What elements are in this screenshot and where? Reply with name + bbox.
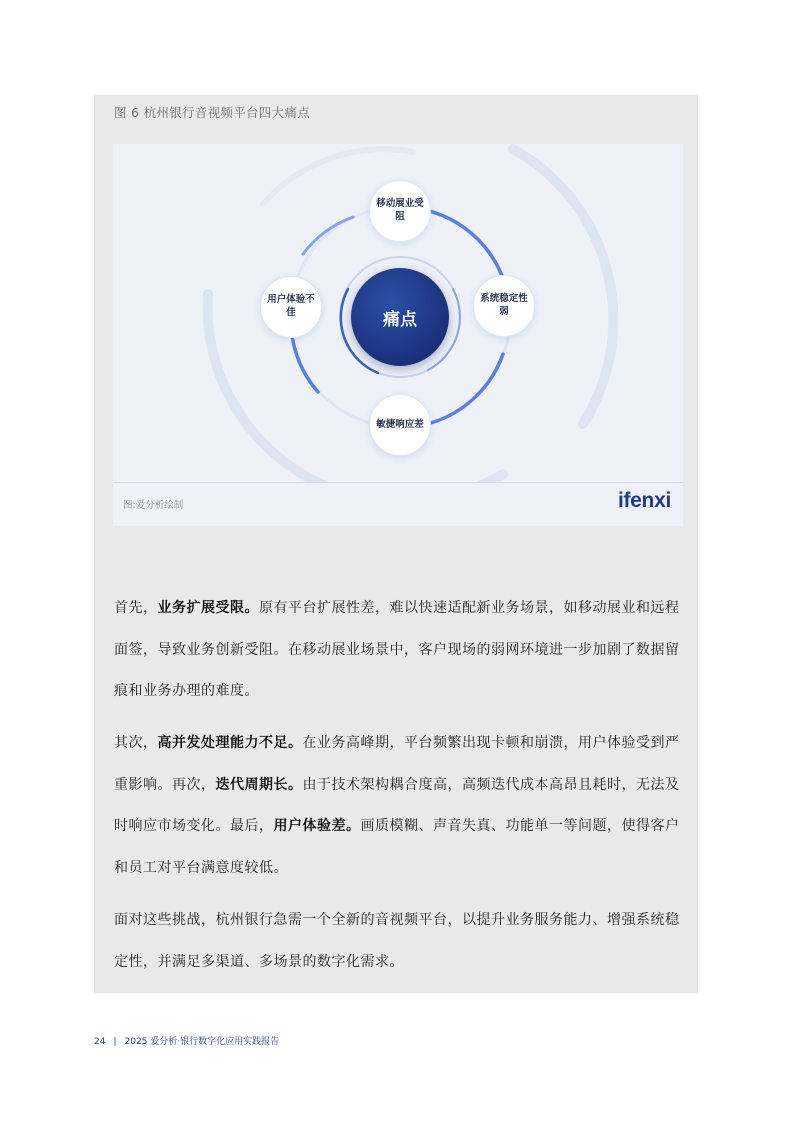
- paragraph-3: 面对这些挑战，杭州银行急需一个全新的音视频平台，以提升业务服务能力、增强系统稳定性，并满足多渠道、多场景的数字化需求。: [114, 912, 680, 970]
- figure-source: 图:爱分析绘制: [123, 500, 184, 511]
- p2-bold-1: 高并发处理能力不足。: [157, 735, 303, 751]
- page-footer: [94, 1034, 279, 1047]
- figure-title: 图 6 杭州银行音视频平台四大痛点: [114, 105, 311, 120]
- p2-text-2: 在业务高峰期，平台频繁出现卡顿和崩溃，用户体验受到严重影响。再次，: [114, 735, 680, 793]
- node-user-experience: 用户体验不佳: [260, 276, 322, 338]
- node-mobile-business: 移动展业受阻: [369, 180, 431, 242]
- ifenxi-logo: ifenxi: [617, 489, 671, 512]
- center-pain-point: 痛点: [351, 268, 449, 366]
- p2-bold-2: 迭代周期长。: [215, 776, 303, 793]
- footer-separator: |: [113, 1037, 117, 1047]
- node-agile-response: 敏捷响应差: [369, 394, 431, 456]
- pain-points-diagram: [113, 144, 683, 526]
- p1-text-1: 首先，: [114, 600, 158, 616]
- figure-divider: [113, 482, 683, 483]
- report-title: 2025 爱分析·银行数字化应用实践报告: [124, 1037, 280, 1047]
- paragraph-1: [114, 588, 689, 713]
- p2-text-4: 画质模糊、声音失真、功能单一等问题，使得客户和员工对平台满意度较低。: [114, 818, 680, 876]
- p2-text-3: 由于技术架构耦合度高，高频迭代成本高昂且耗时，无法及时响应市场变化。最后，: [114, 776, 680, 834]
- node-system-stability: 系统稳定性弱: [473, 275, 535, 337]
- p1-text-2: 原有平台扩展性差，难以快速适配新业务场景，如移动展业和远程面签，导致业务创新受阻。在移动展业场景中，客户现场的弱网环境进一步加剧了数据留痕和业务办理的难度。: [114, 600, 680, 699]
- p2-bold-3: 用户体验差。: [273, 818, 361, 834]
- paragraph-2: [114, 723, 689, 889]
- p1-bold-1: 业务扩展受限。: [157, 600, 259, 616]
- p2-text-1: 其次，: [114, 735, 158, 751]
- page-number: 24: [94, 1037, 106, 1047]
